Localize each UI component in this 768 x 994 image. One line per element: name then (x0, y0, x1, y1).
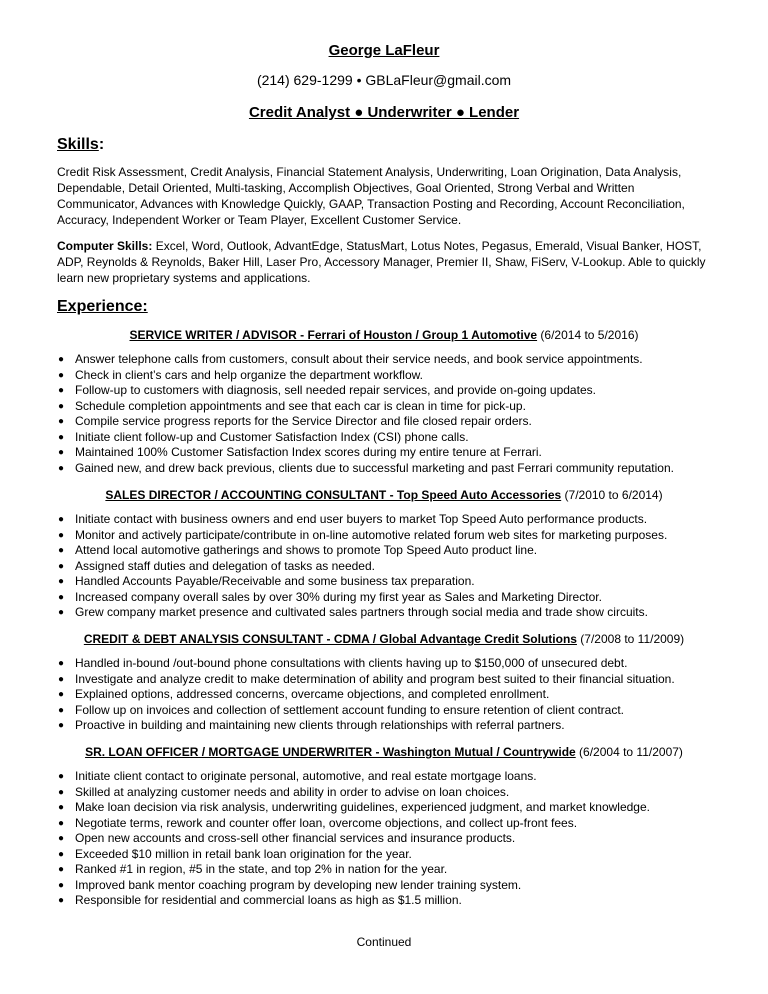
bullet-text: Skilled at analyzing customer needs and ability in order to advise on loan choices. (75, 784, 510, 799)
list-item (57, 831, 717, 847)
bullet-icon: ● (58, 848, 65, 860)
bullet-icon: ● (58, 817, 65, 829)
list-item (57, 528, 717, 544)
bullet-text: Attend local automotive gatherings and shows to promote Top Speed Auto product line. (75, 543, 538, 557)
skills-text: Credit Risk Assessment, Credit Analysis, Financial Statement Analysis, Underwriting, Loan Origination, Data Analysis, Dependable, Detail Oriented, Multi-tasking, Accomplish Objectives, Goal Oriented, Strong Verbal and Written Communicator, Advances with Knowledge Quickly, GAAP, Transaction Posting and Recording, Account Reconciliation, Accuracy, Independent Worker or Team Player, Excellent Customer Service. (57, 165, 685, 227)
bullet-icon: ● (58, 400, 65, 412)
bullet-text: Explained options, addressed concerns, overcame objections, and completed enrollment. (75, 687, 550, 701)
list-item (57, 574, 717, 590)
bullet-text: Grew company market presence and cultivated sales partners through social media and trade show circuits. (75, 605, 648, 619)
bullet-text: Answer telephone calls from customers, consult about their service needs, and book service appointments. (75, 352, 643, 366)
list-item (57, 718, 717, 734)
list-item (57, 430, 717, 446)
bullet-text: Handled Accounts Payable/Receivable and some business tax preparation. (75, 574, 475, 588)
list-item (57, 672, 717, 688)
bullet-icon: ● (58, 416, 65, 427)
bullet-text: Open new accounts and cross-sell other financial services and insurance products. (75, 831, 516, 845)
list-item (57, 461, 717, 477)
job-title-1 (0, 328, 768, 342)
contact-line: (214) 629-1299 • GBLaFleur@gmail.com (256, 72, 512, 88)
job-title-1-name: SERVICE WRITER / ADVISOR - Ferrari of Houston / Group 1 Automotive (129, 328, 538, 342)
bullet-icon: ● (58, 576, 65, 587)
bullet-icon: ● (58, 895, 65, 906)
bullet-icon: ● (58, 431, 65, 443)
list-item (57, 368, 717, 384)
job-4-bullets (57, 769, 717, 909)
bullet-icon: ● (58, 447, 65, 458)
list-item (57, 878, 717, 894)
list-item (57, 816, 717, 832)
list-item (57, 559, 717, 575)
list-item (57, 352, 717, 368)
list-item (57, 847, 717, 863)
bullet-text: Negotiate terms, rework and counter offer loan, overcome objections, and collect up-front fees. (75, 815, 578, 830)
bullet-text: Exceeded $10 million in retail bank loan origination for the year. (75, 846, 412, 861)
bullet-text: Follow-up to customers with diagnosis, sell needed repair services, and provide on-going updates. (75, 383, 596, 397)
bullet-text: Ranked #1 in region, #5 in the state, and top 2% in nation for the year. (75, 862, 448, 876)
list-item (57, 687, 717, 703)
bullet-text: Check in client’s cars and help organize the department workflow. (75, 367, 423, 382)
bullet-text: Follow up on invoices and collection of settlement account funding to ensure retention of client contract. (75, 702, 624, 717)
bullet-icon: ● (58, 689, 65, 700)
bullet-icon: ● (58, 462, 65, 474)
bullet-icon: ● (58, 720, 65, 731)
experience-heading (57, 298, 148, 316)
bullet-text: Improved bank mentor coaching program by developing new lender training system. (75, 877, 522, 892)
candidate-name: George LaFleur (328, 42, 440, 59)
computer-skills (57, 238, 717, 286)
bullet-text: Maintained 100% Customer Satisfaction Index scores during my entire tenure at Ferrari. (75, 445, 542, 459)
bullet-icon: ● (58, 545, 65, 556)
bullet-icon: ● (58, 385, 65, 396)
job-3-bullets (57, 656, 717, 734)
bullet-icon: ● (58, 529, 65, 541)
bullet-text: Schedule completion appointments and see that each car is clean in time for pick-up. (75, 398, 526, 413)
job-title-3 (0, 632, 768, 646)
bullet-icon: ● (58, 658, 65, 669)
list-item (57, 399, 717, 415)
list-item (57, 590, 717, 606)
bullet-icon: ● (58, 704, 65, 716)
list-item (57, 893, 717, 909)
list-item (57, 605, 717, 621)
bullet-text: Make loan decision via risk analysis, underwriting guidelines, experienced judgment, and market knowledge. (75, 800, 650, 814)
list-item (57, 703, 717, 719)
bullet-icon: ● (58, 354, 65, 365)
list-item (57, 800, 717, 816)
list-item (57, 512, 717, 528)
job-title-2-name: SALES DIRECTOR / ACCOUNTING CONSULTANT - Top Speed Auto Accessories (105, 488, 562, 502)
list-item (57, 769, 717, 785)
bullet-text: Initiate contact with business owners and end user buyers to market Top Speed Auto performance products. (75, 512, 648, 526)
bullet-text: Gained new, and drew back previous, clients due to successful marketing and past Ferrari community reputation. (75, 460, 674, 475)
bullet-icon: ● (58, 591, 65, 603)
professional-titles: Credit Analyst ● Underwriter ● Lender (248, 104, 520, 121)
list-item (57, 785, 717, 801)
job-1-bullets (57, 352, 717, 476)
continued-note: Continued (356, 935, 412, 949)
job-title-1-dates: (6/2014 to 5/2016) (537, 328, 639, 342)
bullet-text: Handled in-bound /out-bound phone consultations with clients having up to $150,000 of unsecured debt. (75, 656, 628, 670)
bullet-text: Proactive in building and maintaining new clients through relationships with referral partners. (75, 718, 565, 732)
bullet-icon: ● (58, 514, 65, 525)
bullet-icon: ● (58, 833, 65, 844)
bullet-icon: ● (58, 369, 65, 381)
job-title-4-dates: (6/2004 to 11/2007) (575, 745, 683, 759)
skills-heading-text: Skills (57, 136, 99, 153)
list-item (57, 862, 717, 878)
list-item (57, 543, 717, 559)
bullet-icon: ● (58, 560, 65, 572)
bullet-icon: ● (58, 802, 65, 813)
job-title-3-dates: (7/2008 to 11/2009) (576, 632, 685, 646)
computer-skills-text: Excel, Word, Outlook, AdvantEdge, StatusMart, Lotus Notes, Pegasus, Emerald, Visual Banker, HOST, ADP, Reynolds & Reynolds, Baker Hill, Laser Pro, Accessory Manager, Premier II, Shaw, FiServ, V-Lookup. Able to quickly learn new proprietary systems and applications. (57, 239, 706, 285)
list-item (57, 414, 717, 430)
bullet-text: Initiate client follow-up and Customer Satisfaction Index (CSI) phone calls. (75, 429, 469, 444)
bullet-icon: ● (58, 864, 65, 875)
job-title-2-dates: (7/2010 to 6/2014) (561, 488, 663, 502)
skills-heading-colon: : (98, 136, 105, 153)
bullet-text: Investigate and analyze credit to make determination of ability and program best suited to their financial situation. (75, 671, 675, 686)
bullet-icon: ● (58, 673, 65, 685)
experience-heading-text: Experience: (57, 298, 148, 315)
job-2-bullets (57, 512, 717, 621)
computer-skills-label: Computer Skills: (57, 239, 153, 253)
bullet-icon: ● (58, 786, 65, 798)
bullet-text: Responsible for residential and commercial loans as high as $1.5 million. (75, 893, 462, 907)
bullet-text: Compile service progress reports for the Service Director and file closed repair orders. (75, 414, 532, 428)
job-title-3-name: CREDIT & DEBT ANALYSIS CONSULTANT - CDMA / Global Advantage Credit Solutions (83, 632, 577, 646)
list-item (57, 445, 717, 461)
job-title-2 (0, 488, 768, 502)
skills-heading (57, 136, 104, 154)
bullet-icon: ● (58, 879, 65, 891)
list-item (57, 383, 717, 399)
bullet-text: Initiate client contact to originate personal, automotive, and real estate mortgage loans. (75, 769, 537, 783)
job-title-4-name: SR. LOAN OFFICER / MORTGAGE UNDERWRITER - Washington Mutual / Countrywide (85, 745, 576, 759)
bullet-icon: ● (58, 607, 65, 618)
bullet-text: Assigned staff duties and delegation of tasks as needed. (75, 558, 375, 573)
job-title-4 (0, 745, 768, 759)
bullet-text: Increased company overall sales by over 30% during my first year as Sales and Marketing Director. (75, 589, 602, 604)
bullet-text: Monitor and actively participate/contribute in on-line automotive related forum web sites for marketing purposes. (75, 527, 668, 542)
list-item (57, 656, 717, 672)
bullet-icon: ● (58, 771, 65, 782)
